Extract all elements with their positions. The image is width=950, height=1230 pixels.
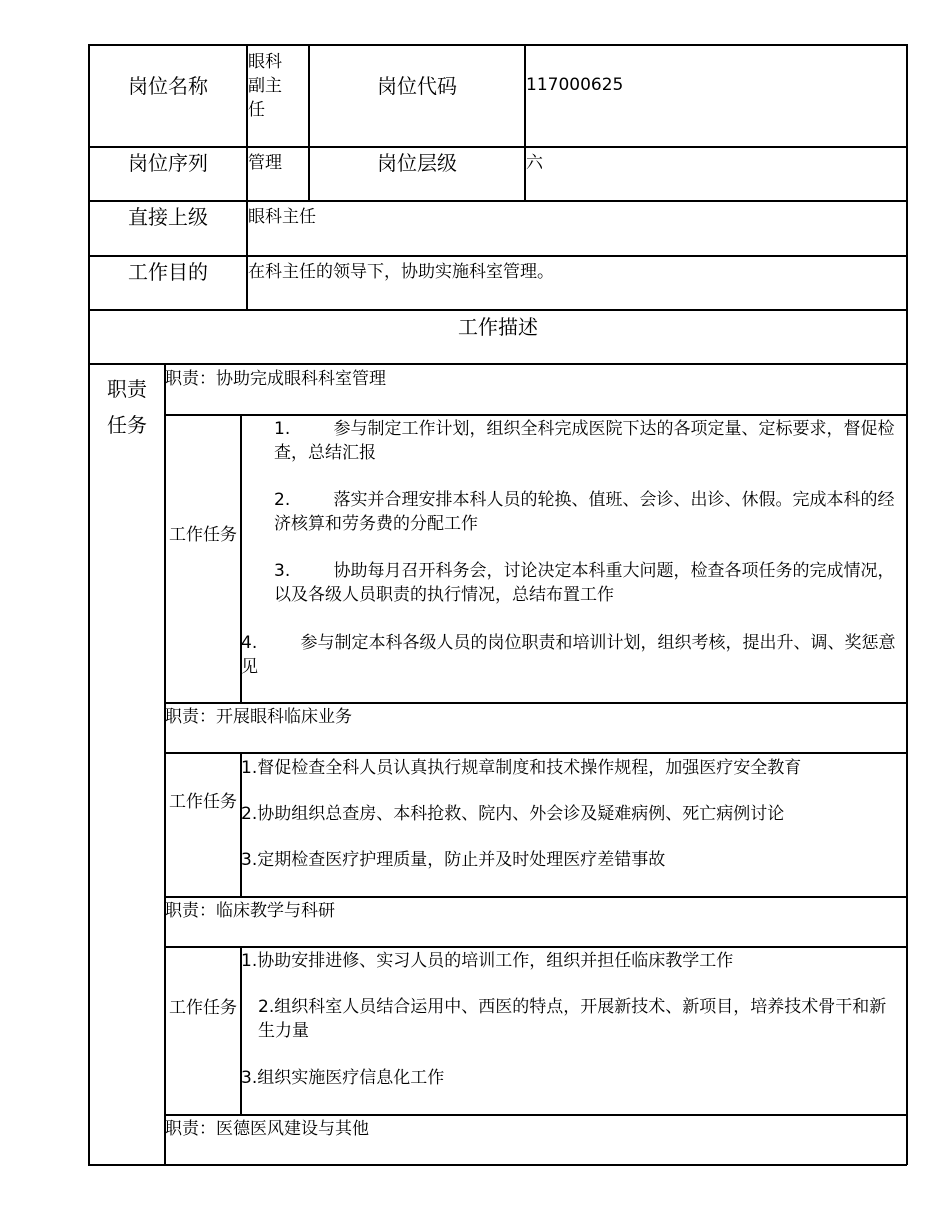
task-label: 工作任务 (169, 998, 237, 1018)
task-item: 1. 参与制定工作计划，组织全科完成医院下达的各项定量、定标要求，督促检查，总结汇报 (274, 419, 895, 463)
task-label: 工作任务 (169, 792, 237, 812)
objective-value: 在科主任的领导下，协助实施科室管理。 (248, 262, 554, 282)
row-divider (164, 702, 907, 704)
supervisor-label: 直接上级 (128, 205, 208, 229)
row-divider (164, 752, 907, 754)
table-border-bottom (88, 1164, 907, 1166)
post-code-value: 117000625 (526, 75, 624, 95)
task-item: 1.督促检查全科人员认真执行规章制度和技术操作规程，加强医疗安全教育 (241, 758, 802, 778)
post-level-value: 六 (526, 153, 543, 173)
task-item: 2. 落实并合理安排本科人员的轮换、值班、会诊、出诊、休假。完成本科的经济核算和劳务费的分配工作 (274, 490, 895, 534)
objective-label: 工作目的 (128, 260, 208, 284)
duty-label-line2: 任务 (107, 413, 147, 437)
column-divider (164, 363, 166, 1165)
post-name-value: 眼科副主任 (248, 52, 282, 120)
task-item: 1.协助安排进修、实习人员的培训工作，组织并担任临床教学工作 (241, 951, 734, 971)
post-sequence-value: 管理 (248, 153, 282, 173)
row-divider (164, 896, 907, 898)
row-divider (164, 1114, 907, 1116)
duty-label-line1: 职责 (107, 377, 147, 401)
task-label: 工作任务 (169, 525, 237, 545)
column-divider (524, 44, 526, 201)
post-name-label: 岗位名称 (128, 74, 208, 98)
task-item: 2.组织科室人员结合运用中、西医的特点，开展新技术、新项目，培养技术骨干和新生力量 (258, 997, 887, 1041)
table-border-right (906, 44, 908, 1165)
row-divider (164, 414, 907, 416)
duty-heading: 职责：临床教学与科研 (165, 901, 335, 921)
row-divider (88, 309, 907, 311)
task-item: 4. 参与制定本科各级人员的岗位职责和培训计划，组织考核，提出升、调、奖惩意见 (241, 633, 896, 677)
duty-heading: 职责：协助完成眼科科室管理 (165, 369, 386, 389)
post-code-label: 岗位代码 (377, 74, 457, 98)
task-item: 2.协助组织总查房、本科抢救、院内、外会诊及疑难病例、死亡病例讨论 (241, 804, 785, 824)
task-item: 3.定期检查医疗护理质量，防止并及时处理医疗差错事故 (241, 850, 666, 870)
section-title: 工作描述 (458, 315, 538, 339)
supervisor-value: 眼科主任 (248, 207, 316, 227)
row-divider (164, 946, 907, 948)
duty-heading: 职责：开展眼科临床业务 (165, 707, 352, 727)
task-item: 3. 协助每月召开科务会，讨论决定本科重大问题，检查各项任务的完成情况，以及各级人员职责的执行情况，总结布置工作 (274, 561, 895, 605)
row-divider (88, 363, 907, 365)
duty-heading: 职责：医德医风建设与其他 (165, 1119, 369, 1139)
table-border-top (88, 44, 907, 46)
post-sequence-label: 岗位序列 (128, 151, 208, 175)
post-level-label: 岗位层级 (377, 151, 457, 175)
task-item: 3.组织实施医疗信息化工作 (241, 1068, 445, 1088)
